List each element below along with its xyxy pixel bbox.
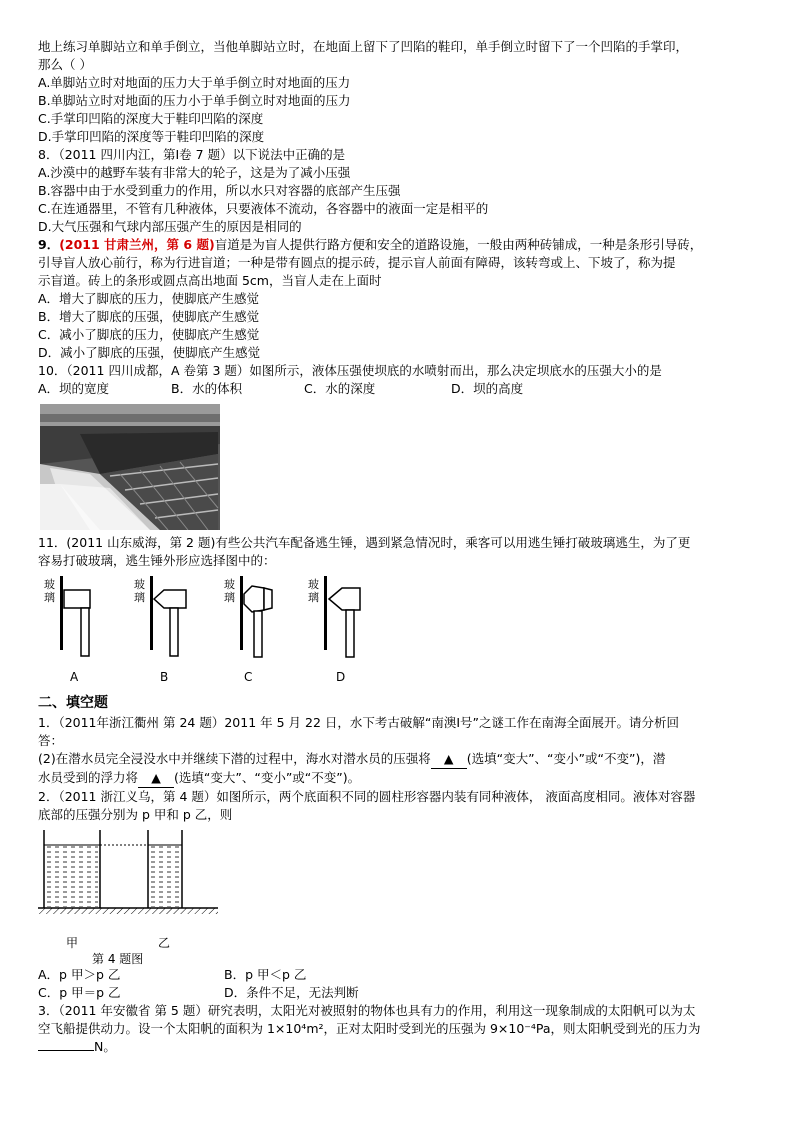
f1-line4-tail: (选填“变大”、“变小”或“不变”)。 [174,770,361,785]
f2-option-a: A．p 甲＞p 乙 [38,967,121,982]
q9-source: (2011 甘肃兰州，第 6 题) [59,237,215,252]
f1-line4-text: 水员受到的浮力将 [38,770,139,785]
q7-option-c: C.手掌印凹陷的深度大于鞋印凹陷的深度 [38,111,264,126]
q9-line3: 示盲道。砖上的条形或圆点高出地面 5cm，当盲人走在上面时 [38,273,382,288]
q9-option-b: B．增大了脚底的压强，使脚底产生感觉 [38,309,260,324]
q7-option-a: A.单脚站立时对地面的压力大于单手倒立时对地面的压力 [38,75,351,90]
f2-option-d: D．条件不足，无法判断 [224,985,359,1000]
f2-options-row2 [38,984,760,1002]
f1-line4 [38,769,760,788]
answer-blank-3[interactable] [38,1050,94,1051]
q7-line2: 那么（ ） [38,57,92,72]
option-label-d: D [336,670,346,684]
f1-line3-tail: (选填“变大”、“变小”或“不变”)，潜 [466,751,666,766]
answer-blank-2[interactable]: ▲ [138,769,174,788]
q10-option-a: A．坝的宽度 [38,381,110,396]
exam-page [38,38,760,1056]
glass-label: 玻璃 [308,578,319,604]
option-label-a: A [70,670,79,684]
f3-line2: 空飞船提供动力。设一个太阳帆的面积为 1×10⁴m²，正对太阳时受到光的压强为 9×10⁻⁴Pa，则太阳帆受到光的压力为 [38,1021,701,1036]
q8-option-c: C.在连通器里，不管有几种液体，只要液体不流动，各容器中的液面一定是相平的 [38,201,489,216]
hammer-option-c [224,576,294,688]
q8-option-d: D.大气压强和气球内部压强产生的原因是相同的 [38,219,302,234]
dam-photo [40,404,760,530]
hammer-option-d [308,576,378,688]
option-label-b: B [160,670,169,684]
q10-stem: 10．（2011 四川成都，A 卷第 3 题）如图所示，液体压强使坝底的水喷射而出，那么决定坝底水的压强大小的是 [38,363,662,378]
f1-line3-text: (2)在潜水员完全浸没水中并继续下潜的过程中，海水对潜水员的压强将 [38,751,431,766]
f2-option-c: C．p 甲＝p 乙 [38,985,121,1000]
f1-line2: 答： [38,733,64,748]
label-yi: 乙 [158,936,171,950]
q7-option-d: D.手掌印凹陷的深度等于鞋印凹陷的深度 [38,129,265,144]
q9-text1: 盲道是为盲人提供行路方便和安全的道路设施，一般由两种砖铺成，一种是条形引导砖， [214,237,703,252]
hammer-b-drawing [134,576,204,671]
q9-option-d: D．减小了脚底的压强，使脚底产生感觉 [38,345,261,360]
q9-option-a: A．增大了脚底的压力，使脚底产生感觉 [38,291,260,306]
f3-unit: N。 [94,1039,116,1054]
glass-label: 玻璃 [224,578,235,604]
container-figure [38,826,760,966]
option-label-c: C [244,670,253,684]
hammer-d-drawing [308,576,378,671]
q7-option-b: B.单脚站立时对地面的压力小于单手倒立时对地面的压力 [38,93,351,108]
figure-caption: 第 4 题图 [92,952,144,966]
hammer-option-a [44,576,114,688]
q9-option-c: C．减小了脚底的压力，使脚底产生感觉 [38,327,260,342]
containers-drawing [38,830,218,930]
q8-stem: 8．（2011 四川内江，第Ⅰ卷 7 题）以下说法中正确的是 [38,147,346,162]
hammer-figure [38,572,760,690]
f3-line3 [38,1038,760,1056]
f2-line2: 底部的压强分别为 p 甲和 p 乙，则 [38,807,233,822]
f2-line1: 2．（2011 浙江义乌，第 4 题）如图所示，两个底面积不同的圆柱形容器内装有同种液体， 液面高度相同。液体对容器 [38,789,696,804]
f1-line1: 1．（2011年浙江衢州 第 24 题）2011 年 5 月 22 日，水下考古破解“南澳Ⅰ号”之谜工作在南海全面展开。请分析回 [38,715,680,730]
glass-label: 玻璃 [134,578,145,604]
answer-blank-1[interactable]: ▲ [431,750,467,769]
f2-option-b: B．p 甲＜p 乙 [224,967,307,982]
dam-photo-image [40,404,220,530]
q10-option-b: B．水的体积 [171,381,243,396]
f3-line1: 3．（2011 年安徽省 第 5 题）研究表明，太阳光对被照射的物体也具有力的作用，利用这一现象制成的太阳帆可以为太 [38,1003,696,1018]
q9-number: 9． [38,237,60,252]
q8-option-a: A.沙漠中的越野车装有非常大的轮子，这是为了减小压强 [38,165,351,180]
q7-line1: 地上练习单脚站立和单手倒立，当他单脚站立时，在地面上留下了凹陷的鞋印，单手倒立时留下了一个凹陷的手掌印， [38,39,689,54]
q8-option-b: B.容器中由于水受到重力的作用，所以水只对容器的底部产生压强 [38,183,401,198]
f2-options-row1 [38,966,760,984]
q10-option-c: C．水的深度 [304,381,376,396]
label-jia: 甲 [66,936,79,950]
section-title: 二、填空题 [38,695,108,711]
q11-line1: 11．(2011 山东威海，第 2 题)有些公共汽车配备逃生锤，遇到紧急情况时，乘客可以用逃生锤打破玻璃逃生，为了更 [38,535,691,550]
q9-line2: 引导盲人放心前行，称为行进盲道；一种是带有圆点的提示砖，提示盲人前面有障碍，该转弯或上、下坡了，称为提 [38,255,676,270]
glass-label: 玻璃 [44,578,55,604]
q10-option-d: D．坝的高度 [451,381,524,396]
hammer-a-drawing [44,576,114,671]
q11-line2: 容易打破玻璃，逃生锤外形应选择图中的： [38,553,276,568]
q9-line1 [38,236,760,254]
q10-options [38,380,760,398]
hammer-option-b [134,576,204,688]
hammer-c-drawing [224,576,294,671]
f1-line3 [38,750,760,769]
